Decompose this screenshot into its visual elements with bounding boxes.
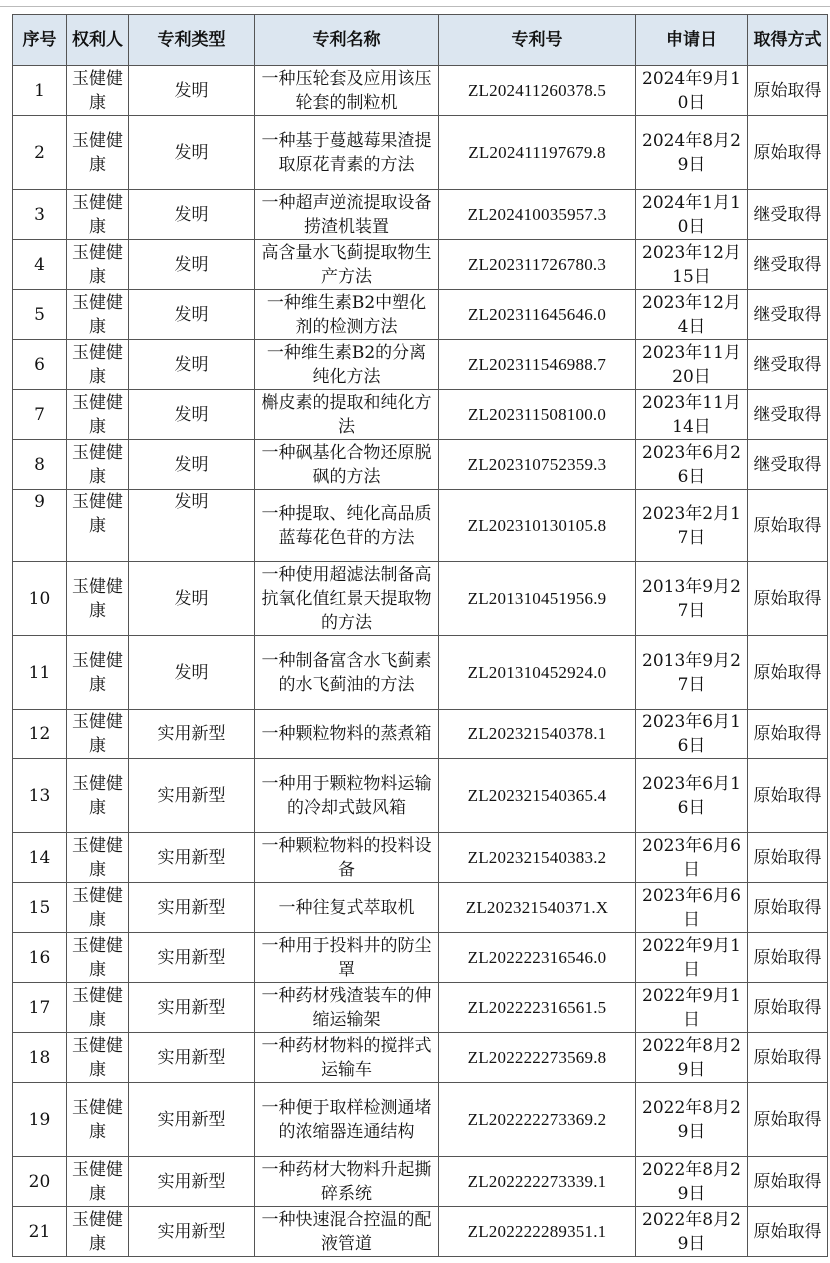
- row-patent-no: ZL202310130105.8: [439, 490, 636, 562]
- row-number: 11: [13, 636, 67, 710]
- row-acquire-method: 继受取得: [748, 190, 828, 240]
- row-patent-name: 一种提取、纯化高品质蓝莓花色苷的方法: [255, 490, 439, 562]
- row-patent-no: ZL202222273339.1: [439, 1157, 636, 1207]
- row-patent-type: 实用新型: [129, 1207, 255, 1257]
- row-number: 18: [13, 1033, 67, 1083]
- row-acquire-method: 原始取得: [748, 1157, 828, 1207]
- row-apply-date: 2023年6月6日: [636, 883, 748, 933]
- row-patent-type: 发明: [129, 290, 255, 340]
- row-patent-no: ZL202222316546.0: [439, 933, 636, 983]
- row-patent-name: 一种用于颗粒物料运输的冷却式鼓风箱: [255, 759, 439, 833]
- row-patent-type: 实用新型: [129, 833, 255, 883]
- row-patent-name: 一种维生素B2的分离纯化方法: [255, 340, 439, 390]
- row-patent-no: ZL202410035957.3: [439, 190, 636, 240]
- row-acquire-method: 原始取得: [748, 983, 828, 1033]
- table-row: [13, 66, 828, 116]
- row-owner: 玉健健康: [67, 340, 129, 390]
- row-owner: 玉健健康: [67, 562, 129, 636]
- row-patent-no: ZL202311645646.0: [439, 290, 636, 340]
- row-patent-no: ZL202222273369.2: [439, 1083, 636, 1157]
- row-owner: 玉健健康: [67, 240, 129, 290]
- row-patent-name: 一种往复式萃取机: [255, 883, 439, 933]
- table-row: [13, 1157, 828, 1207]
- row-number: 13: [13, 759, 67, 833]
- row-patent-name: 一种用于投料井的防尘罩: [255, 933, 439, 983]
- row-patent-name: 一种超声逆流提取设备捞渣机装置: [255, 190, 439, 240]
- row-patent-no: ZL202311726780.3: [439, 240, 636, 290]
- row-patent-no: ZL202311508100.0: [439, 390, 636, 440]
- row-patent-type: 实用新型: [129, 1157, 255, 1207]
- row-patent-no: ZL202222273569.8: [439, 1033, 636, 1083]
- row-owner: 玉健健康: [67, 490, 129, 562]
- row-apply-date: 2022年8月29日: [636, 1033, 748, 1083]
- row-apply-date: 2013年9月27日: [636, 562, 748, 636]
- row-patent-no: ZL202411197679.8: [439, 116, 636, 190]
- row-owner: 玉健健康: [67, 983, 129, 1033]
- row-apply-date: 2024年8月29日: [636, 116, 748, 190]
- row-acquire-method: 继受取得: [748, 390, 828, 440]
- table-row: [13, 490, 828, 562]
- row-owner: 玉健健康: [67, 759, 129, 833]
- table-row: [13, 562, 828, 636]
- row-number: 5: [13, 290, 67, 340]
- row-owner: 玉健健康: [67, 1033, 129, 1083]
- row-acquire-method: 继受取得: [748, 240, 828, 290]
- row-acquire-method: 原始取得: [748, 116, 828, 190]
- row-owner: 玉健健康: [67, 636, 129, 710]
- row-acquire-method: 原始取得: [748, 1207, 828, 1257]
- table-row: [13, 116, 828, 190]
- row-apply-date: 2022年9月1日: [636, 933, 748, 983]
- row-patent-type: 实用新型: [129, 883, 255, 933]
- row-patent-type: 实用新型: [129, 1083, 255, 1157]
- row-owner: 玉健健康: [67, 933, 129, 983]
- row-number: 4: [13, 240, 67, 290]
- row-acquire-method: 原始取得: [748, 636, 828, 710]
- header-name: 专利名称: [255, 15, 439, 66]
- row-number: 8: [13, 440, 67, 490]
- row-apply-date: 2022年9月1日: [636, 983, 748, 1033]
- header-type: 专利类型: [129, 15, 255, 66]
- row-patent-type: 实用新型: [129, 710, 255, 759]
- row-patent-no: ZL202321540371.X: [439, 883, 636, 933]
- header-method: 取得方式: [748, 15, 828, 66]
- row-patent-name: 槲皮素的提取和纯化方法: [255, 390, 439, 440]
- row-acquire-method: 原始取得: [748, 833, 828, 883]
- row-patent-name: 一种基于蔓越莓果渣提取原花青素的方法: [255, 116, 439, 190]
- row-patent-type: 发明: [129, 490, 255, 562]
- table-row: [13, 440, 828, 490]
- row-owner: 玉健健康: [67, 116, 129, 190]
- row-patent-type: 实用新型: [129, 1033, 255, 1083]
- row-acquire-method: 原始取得: [748, 933, 828, 983]
- row-number: 10: [13, 562, 67, 636]
- row-owner: 玉健健康: [67, 710, 129, 759]
- row-patent-no: ZL202321540383.2: [439, 833, 636, 883]
- table-row: [13, 833, 828, 883]
- row-apply-date: 2023年6月16日: [636, 759, 748, 833]
- row-patent-name: 一种药材物料的搅拌式运输车: [255, 1033, 439, 1083]
- row-patent-no: ZL202222289351.1: [439, 1207, 636, 1257]
- row-patent-name: 一种药材大物料升起撕碎系统: [255, 1157, 439, 1207]
- row-number: 17: [13, 983, 67, 1033]
- page-top-edge: [0, 0, 830, 7]
- table-row: [13, 190, 828, 240]
- patent-table: [12, 14, 828, 1257]
- row-apply-date: 2024年9月10日: [636, 66, 748, 116]
- row-patent-name: 一种快速混合控温的配液管道: [255, 1207, 439, 1257]
- row-patent-type: 实用新型: [129, 933, 255, 983]
- table-row: [13, 390, 828, 440]
- row-number: 1: [13, 66, 67, 116]
- row-number: 2: [13, 116, 67, 190]
- row-owner: 玉健健康: [67, 833, 129, 883]
- row-apply-date: 2023年6月16日: [636, 710, 748, 759]
- row-owner: 玉健健康: [67, 190, 129, 240]
- row-apply-date: 2022年8月29日: [636, 1083, 748, 1157]
- row-patent-name: 一种维生素B2中塑化剂的检测方法: [255, 290, 439, 340]
- row-patent-type: 发明: [129, 390, 255, 440]
- row-acquire-method: 原始取得: [748, 66, 828, 116]
- row-acquire-method: 原始取得: [748, 759, 828, 833]
- row-apply-date: 2022年8月29日: [636, 1207, 748, 1257]
- row-patent-type: 发明: [129, 190, 255, 240]
- row-number: 6: [13, 340, 67, 390]
- header-patent-no: 专利号: [439, 15, 636, 66]
- table-body: [13, 66, 828, 1257]
- row-patent-type: 实用新型: [129, 759, 255, 833]
- table-row: [13, 1207, 828, 1257]
- row-apply-date: 2024年1月10日: [636, 190, 748, 240]
- row-number: 12: [13, 710, 67, 759]
- row-patent-type: 发明: [129, 66, 255, 116]
- row-patent-type: 实用新型: [129, 983, 255, 1033]
- row-patent-type: 发明: [129, 562, 255, 636]
- row-acquire-method: 继受取得: [748, 290, 828, 340]
- row-number: 20: [13, 1157, 67, 1207]
- table-row: [13, 636, 828, 710]
- row-number: 21: [13, 1207, 67, 1257]
- row-patent-name: 一种压轮套及应用该压轮套的制粒机: [255, 66, 439, 116]
- table-row: [13, 983, 828, 1033]
- table-row: [13, 883, 828, 933]
- row-number: 3: [13, 190, 67, 240]
- row-apply-date: 2023年6月26日: [636, 440, 748, 490]
- row-patent-no: ZL202411260378.5: [439, 66, 636, 116]
- row-acquire-method: 原始取得: [748, 710, 828, 759]
- row-owner: 玉健健康: [67, 883, 129, 933]
- row-patent-no: ZL202310752359.3: [439, 440, 636, 490]
- row-acquire-method: 原始取得: [748, 562, 828, 636]
- row-apply-date: 2023年11月14日: [636, 390, 748, 440]
- row-number: 9: [13, 490, 67, 562]
- row-acquire-method: 原始取得: [748, 883, 828, 933]
- table-row: [13, 710, 828, 759]
- row-patent-no: ZL202311546988.7: [439, 340, 636, 390]
- row-patent-name: 一种药材残渣装车的伸缩运输架: [255, 983, 439, 1033]
- table-row: [13, 759, 828, 833]
- row-apply-date: 2023年6月6日: [636, 833, 748, 883]
- row-apply-date: 2023年11月20日: [636, 340, 748, 390]
- row-number: 7: [13, 390, 67, 440]
- row-number: 16: [13, 933, 67, 983]
- header-owner: 权利人: [67, 15, 129, 66]
- table-row: [13, 340, 828, 390]
- patent-table-container: [12, 14, 827, 1257]
- row-patent-name: 一种制备富含水飞蓟素的水飞蓟油的方法: [255, 636, 439, 710]
- row-patent-name: 一种砜基化合物还原脱砜的方法: [255, 440, 439, 490]
- row-patent-no: ZL202321540365.4: [439, 759, 636, 833]
- row-apply-date: 2023年12月4日: [636, 290, 748, 340]
- row-owner: 玉健健康: [67, 390, 129, 440]
- row-patent-name: 一种使用超滤法制备高抗氧化值红景天提取物的方法: [255, 562, 439, 636]
- row-owner: 玉健健康: [67, 66, 129, 116]
- row-patent-type: 发明: [129, 636, 255, 710]
- row-owner: 玉健健康: [67, 1157, 129, 1207]
- table-row: [13, 1083, 828, 1157]
- row-acquire-method: 继受取得: [748, 440, 828, 490]
- row-apply-date: 2023年2月17日: [636, 490, 748, 562]
- row-acquire-method: 原始取得: [748, 1033, 828, 1083]
- row-patent-type: 发明: [129, 116, 255, 190]
- table-row: [13, 933, 828, 983]
- row-patent-no: ZL202222316561.5: [439, 983, 636, 1033]
- row-owner: 玉健健康: [67, 1083, 129, 1157]
- table-row: [13, 290, 828, 340]
- row-owner: 玉健健康: [67, 440, 129, 490]
- row-apply-date: 2013年9月27日: [636, 636, 748, 710]
- row-number: 14: [13, 833, 67, 883]
- table-row: [13, 1033, 828, 1083]
- row-acquire-method: 原始取得: [748, 490, 828, 562]
- row-patent-type: 发明: [129, 240, 255, 290]
- row-number: 19: [13, 1083, 67, 1157]
- header-no: 序号: [13, 15, 67, 66]
- row-patent-name: 一种颗粒物料的投料设备: [255, 833, 439, 883]
- row-patent-name: 一种便于取样检测通堵的浓缩器连通结构: [255, 1083, 439, 1157]
- row-owner: 玉健健康: [67, 290, 129, 340]
- row-apply-date: 2022年8月29日: [636, 1157, 748, 1207]
- row-number: 15: [13, 883, 67, 933]
- row-patent-name: 高含量水飞蓟提取物生产方法: [255, 240, 439, 290]
- row-acquire-method: 原始取得: [748, 1083, 828, 1157]
- row-patent-name: 一种颗粒物料的蒸煮箱: [255, 710, 439, 759]
- row-patent-no: ZL201310451956.9: [439, 562, 636, 636]
- row-owner: 玉健健康: [67, 1207, 129, 1257]
- header-date: 申请日: [636, 15, 748, 66]
- row-apply-date: 2023年12月15日: [636, 240, 748, 290]
- table-row: [13, 240, 828, 290]
- row-patent-type: 发明: [129, 440, 255, 490]
- row-acquire-method: 继受取得: [748, 340, 828, 390]
- table-header-row: [13, 15, 828, 66]
- row-patent-no: ZL201310452924.0: [439, 636, 636, 710]
- row-patent-type: 发明: [129, 340, 255, 390]
- row-patent-no: ZL202321540378.1: [439, 710, 636, 759]
